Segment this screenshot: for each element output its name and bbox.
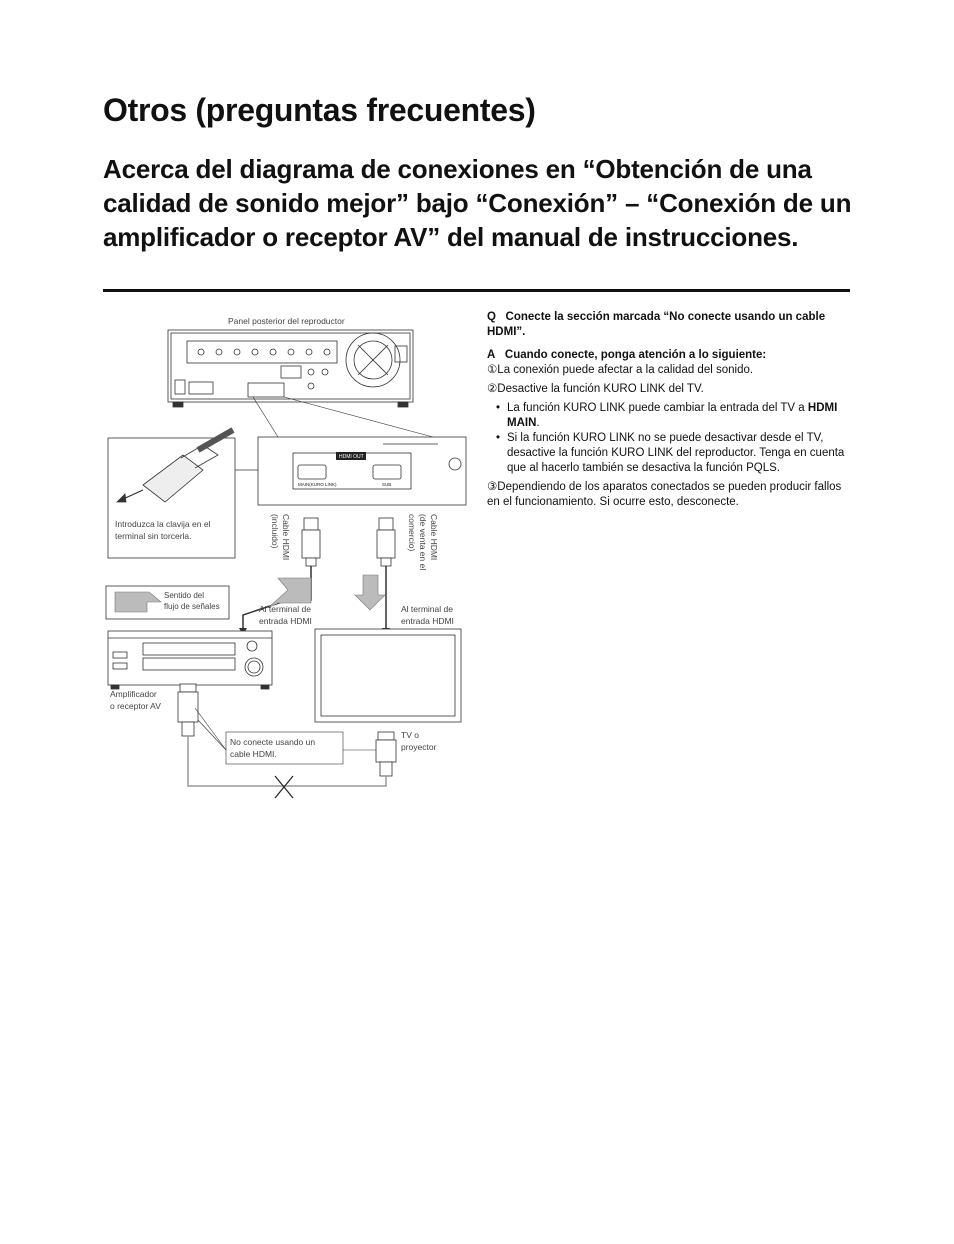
av-amplifier (108, 631, 272, 689)
rear-panel-label: Panel posterior del reproductor (228, 316, 345, 326)
amplifier-label-1: Amplificador (110, 689, 157, 699)
tv-label-1: TV o (401, 730, 419, 740)
cable-included-label-1: Cable HDMI (281, 514, 291, 561)
hdmi-plug-tv (376, 732, 396, 776)
tv-hdmi-in-label-2: entrada HDMI (401, 616, 454, 626)
heading-divider (103, 289, 850, 292)
answer-item-3: ③Dependiendo de los aparatos conectados se pueden producir fallos en el funcionamiento. Si ocurre esto, desconecte. (487, 481, 842, 508)
hdmi-plug-amp (178, 684, 198, 736)
hdmi-out-panel-zoom (258, 437, 466, 505)
no-connect-label-2: cable HDMI. (230, 749, 277, 759)
cable-retail-label-1: Cable HDMI (429, 514, 439, 561)
faq-block (487, 310, 852, 510)
question (487, 310, 852, 340)
cable-included-label-2: (incluido) (270, 514, 280, 549)
amp-hdmi-in-label-1: Al terminal de (259, 604, 311, 614)
cable-retail-label-2: (de venta en el (418, 514, 428, 571)
signal-flow-label-1: Sentido del (164, 591, 205, 600)
signal-flow-label-2: flujo de señales (164, 602, 220, 611)
answer-intro (487, 348, 852, 363)
connection-diagram (103, 310, 473, 810)
answer-item-2: ②Desactive la función KURO LINK del TV. (487, 383, 704, 395)
signal-arrow-down (355, 575, 385, 610)
bullet-1-text: La función KURO LINK puede cambiar la entrada del TV a (507, 402, 808, 414)
sub-label: SUB (382, 482, 392, 487)
question-text: Conecte la sección marcada “No conecte usando un cable HDMI”. (487, 311, 826, 338)
answer-bullet-2: • Si la función KURO LINK no se puede desactivar desde el TV, desactive la función KURO LINK del reproductor. Tenga en cuenta que al hacerlo también se desactiva la función PQLS. (487, 431, 852, 476)
no-connect-label-1: No conecte usando un (230, 737, 316, 747)
hdmi-out-label: HDMI OUT (339, 454, 364, 460)
question-prefix: Q (487, 311, 496, 323)
amplifier-label-2: o receptor AV (110, 701, 161, 711)
tv-projector (315, 629, 461, 722)
answer-item-1: ①La conexión puede afectar a la calidad del sonido. (487, 364, 754, 376)
answer-prefix: A (487, 349, 496, 361)
insert-note-line1: Introduzca la clavija en el (115, 519, 211, 529)
tv-hdmi-in-label-1: Al terminal de (401, 604, 453, 614)
cross-mark (275, 776, 293, 798)
answer-intro-text: Cuando conecte, ponga atención a lo siguiente: (504, 349, 767, 361)
player-rear-panel (168, 330, 413, 407)
answer-bullet-1 (487, 401, 852, 431)
cable-retail-label-3: comercio) (407, 514, 417, 552)
amp-hdmi-in-label-2: entrada HDMI (259, 616, 312, 626)
bullet-1-end: . (536, 417, 540, 429)
bullet-1-bold: HDMI MAIN (507, 402, 838, 429)
section-heading: Acerca del diagrama de conexiones en “Obtención de una calidad de sonido mejor” bajo “Conexión” – “Conexión de un amplificador o receptor AV” del manual de instrucciones. (103, 154, 852, 252)
tv-label-2: proyector (401, 742, 437, 752)
page-title: Otros (preguntas frecuentes) (103, 92, 536, 128)
hdmi-cable-retail (377, 518, 395, 630)
main-kuro-link-label: MAIN(KURO LINK) (298, 482, 337, 487)
insert-note-line2: terminal sin torcerla. (115, 531, 192, 541)
